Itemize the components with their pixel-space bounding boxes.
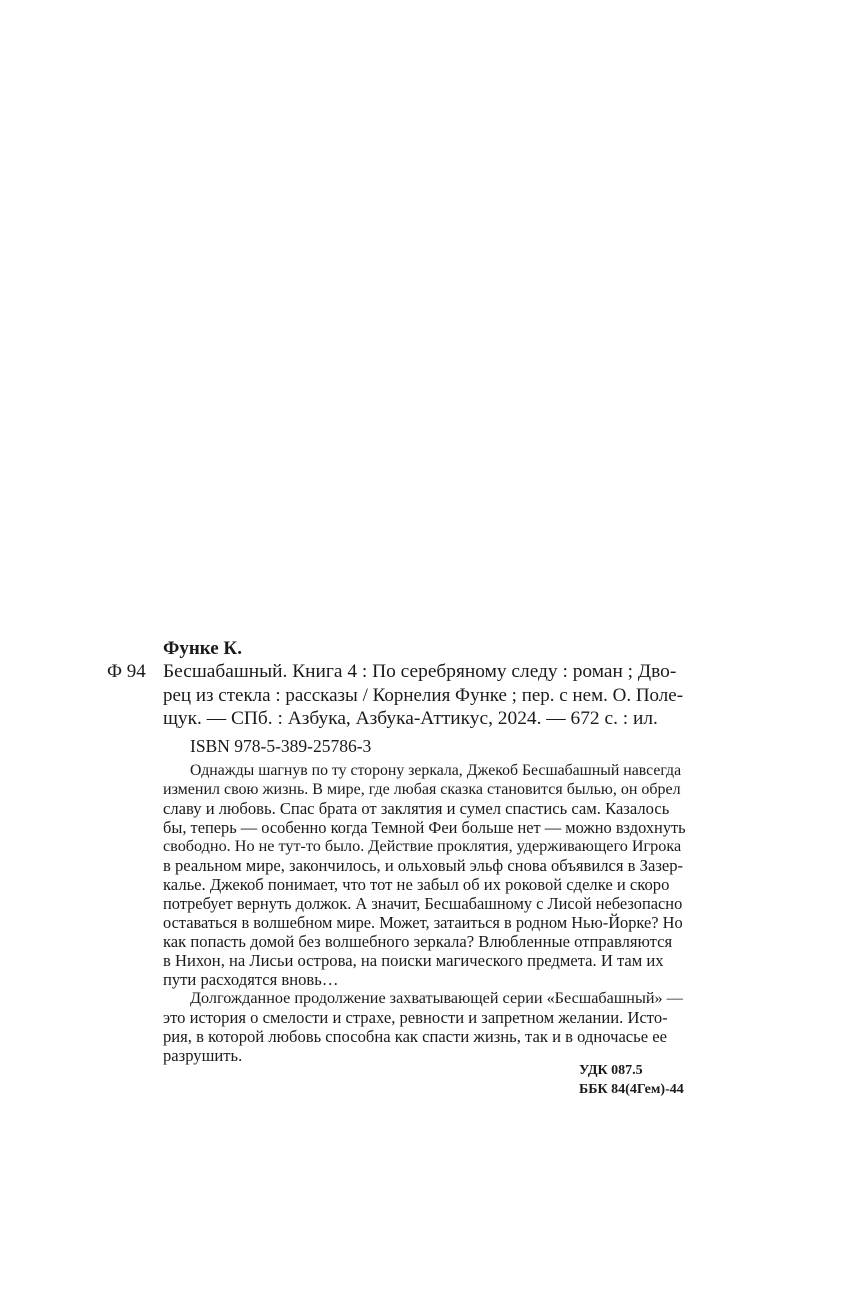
annotation-line: в Нихон, на Лисьи острова, на поиски магического предмета. И там их — [163, 951, 664, 970]
annotation-line: рия, в которой любовь способна как спасти жизнь, так и в одночасье ее — [163, 1027, 667, 1046]
annotation-line: славу и любовь. Спас брата от заклятия и сумел спастись сам. Казалось — [163, 799, 670, 818]
annotation-line: потребует вернуть должок. А значит, Бесшабашному с Лисой небезопасно — [163, 894, 683, 913]
bibliographic-line: Бесшабашный. Книга 4 : По серебряному следу : роман ; Дво- — [163, 661, 677, 682]
annotation-line: изменил свою жизнь. В мире, где любая сказка становится былью, он обрел — [163, 781, 681, 798]
annotation-line: Однажды шагнув по ту сторону зеркала, Джекоб Бесшабашный навсегда — [190, 762, 682, 779]
annotation-line: свободно. Но не тут-то было. Действие проклятия, удерживающего Игрока — [163, 837, 682, 855]
annotation-line: это история о смелости и страхе, ревности и запретном желании. Исто- — [163, 1008, 668, 1027]
annotation-line: бы, теперь — особенно когда Темной Феи больше нет — можно вздохнуть — [163, 818, 686, 837]
udk-code: УДК 087.5 — [579, 1063, 643, 1078]
annotation-line: разрушить. — [163, 1046, 243, 1065]
annotation-line: калье. Джекоб понимает, что тот не забыл об их роковой сделке и скоро — [163, 875, 670, 894]
annotation-line: оставаться в волшебном мире. Может, затаиться в родном Нью-Йорке? Но — [163, 913, 683, 932]
classification-code: Ф 94 — [107, 661, 146, 682]
annotation-line: пути расходятся вновь… — [163, 970, 339, 989]
author-heading: Функе К. — [163, 638, 242, 659]
bbk-code: ББК 84(4Гем)-44 — [579, 1082, 684, 1097]
isbn: ISBN 978-5-389-25786-3 — [190, 736, 372, 756]
bibliographic-line: щук. — СПб. : Азбука, Азбука-Аттикус, 2024. — 672 с. : ил. — [163, 708, 658, 729]
annotation-line: как попасть домой без волшебного зеркала? Влюбленные отправляются — [163, 932, 673, 951]
bibliographic-line: рец из стекла : рассказы / Корнелия Функе ; пер. с нем. О. Поле- — [163, 685, 684, 706]
annotation-line: Долгожданное продолжение захватывающей серии «Бесшабашный» — — [190, 989, 683, 1007]
annotation-line: в реальном мире, закончилось, и ольховый эльф снова объявился в Зазер- — [163, 856, 684, 875]
